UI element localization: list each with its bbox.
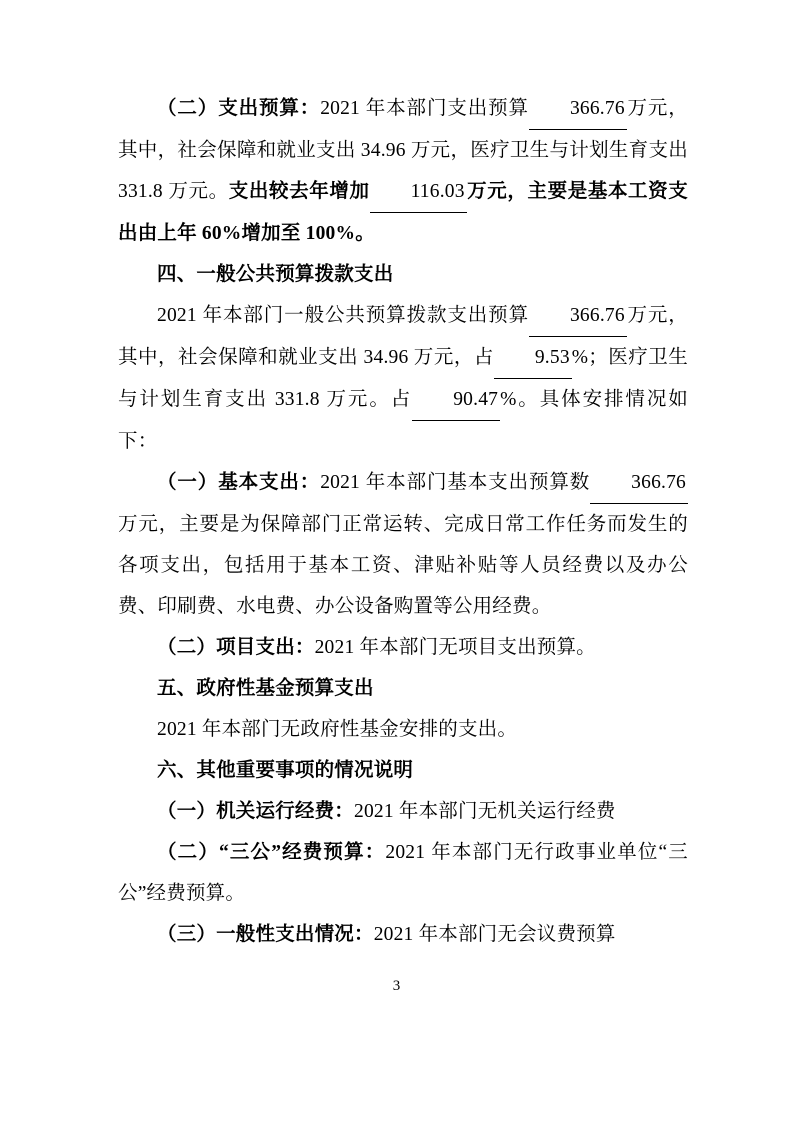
paragraph-lead-label: （一）基本支出： xyxy=(157,472,321,493)
paragraph-project-expenditure xyxy=(118,627,688,668)
heading-section-five: 五、政府性基金预算支出 xyxy=(157,678,374,699)
text-run: 2021 年本部门无项目支出预算。 xyxy=(314,637,596,658)
paragraph-expenditure-budget xyxy=(118,88,688,254)
paragraph-agency-operating-cost xyxy=(118,791,688,832)
heading-section-six: 六、其他重要事项的情况说明 xyxy=(157,760,414,781)
paragraph-government-fund xyxy=(118,709,688,750)
fill-in-blank-social-security-share: 9.53 xyxy=(494,337,572,379)
fill-in-blank-health-share: 90.47 xyxy=(412,379,500,421)
fill-in-blank-increase-amount: 116.03 xyxy=(370,171,467,213)
heading-section-four: 四、一般公共预算拨款支出 xyxy=(157,264,394,285)
text-run: 万元，其中，社会保障和就业支出 34.96 万元，占 xyxy=(118,305,688,368)
text-run: 2021 年本部门无会议费预算 xyxy=(373,924,616,945)
fill-in-blank-basic-expenditure-total: 366.76 xyxy=(590,462,688,504)
paragraph-lead-label: （二）“三公”经费预算： xyxy=(157,842,386,863)
text-run: 2021 年本部门支出预算 xyxy=(320,98,529,119)
text-run: %；医疗卫生与计划生育支出 331.8 万元。占 xyxy=(118,347,688,410)
document-body xyxy=(118,88,688,955)
text-run: 2021 年本部门一般公共预算拨款支出预算 xyxy=(157,305,529,326)
text-run: 2021 年本部门无政府性基金安排的支出。 xyxy=(157,719,518,740)
text-run: 万元，其中，社会保障和就业支出 34.96 万元，医疗卫生与计划生育支出 331.8 万元。 xyxy=(118,98,688,202)
fill-in-blank-expenditure-total: 366.76 xyxy=(529,88,627,130)
paragraph-lead-label: （二）支出预算： xyxy=(157,98,321,119)
paragraph-general-public-budget xyxy=(118,295,688,462)
paragraph-three-public-budget xyxy=(118,832,688,914)
paragraph-lead-label: （三）一般性支出情况： xyxy=(157,924,374,945)
fill-in-blank-general-budget-total: 366.76 xyxy=(529,295,627,337)
text-run: 2021 年本部门无机关运行经费 xyxy=(354,801,616,822)
paragraph-lead-label: （二）项目支出： xyxy=(157,637,315,658)
text-run-bold: 万元，主要是基本工资支出由上年 60%增加至 100%。 xyxy=(118,181,688,244)
paragraph-general-expenditure-status xyxy=(118,914,688,955)
paragraph-basic-expenditure xyxy=(118,462,688,627)
text-run: 万元，主要是为保障部门正常运转、完成日常工作任务而发生的各项支出，包括用于基本工资、津贴补贴等人员经费以及办公费、印刷费、水电费、办公设备购置等公用经费。 xyxy=(118,514,688,617)
text-run: 2021 年本部门无行政事业单位“三公”经费预算。 xyxy=(118,842,688,904)
page-number: 3 xyxy=(392,978,401,994)
text-run-bold: 支出较去年增加 xyxy=(228,181,370,202)
text-run: %。具体安排情况如下： xyxy=(118,389,688,452)
text-run: 2021 年本部门基本支出预算数 xyxy=(320,472,591,493)
paragraph-lead-label: （一）机关运行经费： xyxy=(157,801,355,822)
